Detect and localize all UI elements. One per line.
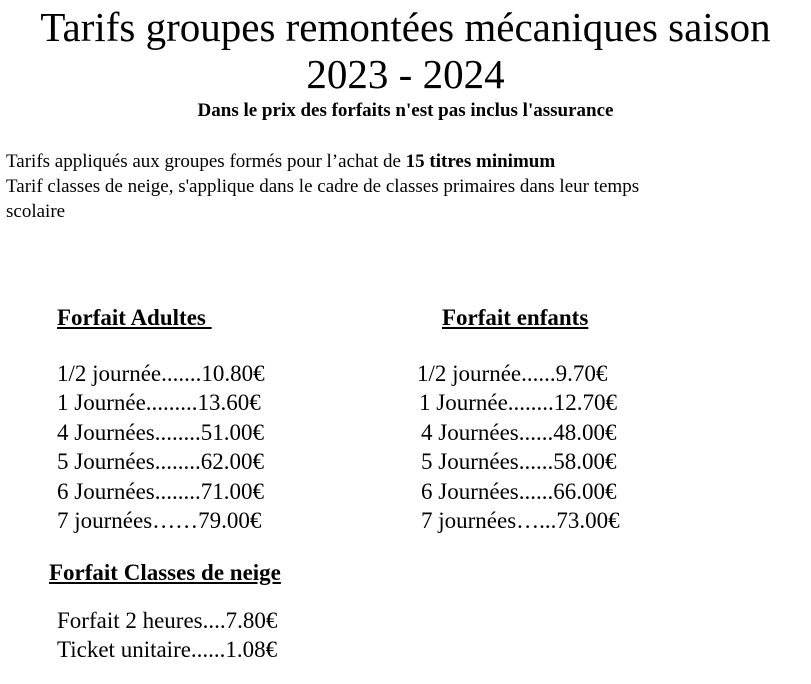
insurance-note: Dans le prix des forfaits n'est pas inclus l'assurance — [197, 100, 614, 121]
adults-price-item-1-day: 1 Journée.........13.60€ — [57, 390, 261, 416]
children-price-item-7-days: 7 journées…...73.00€ — [421, 507, 620, 533]
children-price-item-6-days: 6 Journées......66.00€ — [421, 478, 617, 504]
intro-line-snow-classes-cont: scolaire — [6, 201, 66, 222]
children-price-item-1-day: 1 Journée........12.70€ — [419, 390, 618, 416]
adults-price-list — [57, 359, 265, 535]
children-price-item-5-days: 5 Journées......58.00€ — [421, 449, 617, 475]
adults-price-item-half-day: 1/2 journée.......10.80€ — [57, 361, 265, 386]
children-heading: Forfait enfants — [442, 305, 589, 330]
intro-line-prefix: Tarifs appliqués aux groupes formés pour l’achat de — [6, 151, 406, 172]
children-price-list — [417, 359, 620, 535]
adults-price-item-7-days: 7 journées……79.00€ — [57, 507, 262, 533]
adults-price-item-4-days: 4 Journées........51.00€ — [57, 419, 264, 445]
adults-price-item-6-days: 6 Journées........71.00€ — [57, 478, 264, 504]
page-title-line-2: 2023 - 2024 — [306, 51, 505, 97]
adults-heading: Forfait Adultes — [57, 305, 212, 330]
snow-classes-heading: Forfait Classes de neige — [49, 560, 281, 585]
intro-line-snow-classes: Tarif classes de neige, s'applique dans le cadre de classes primaires dans leur temps — [6, 176, 640, 197]
page-title-line-1: Tarifs groupes remontées mécaniques saison — [40, 4, 771, 50]
snow-classes-price-item-single-ticket: Ticket unitaire......1.08€ — [57, 637, 278, 663]
adults-price-item-5-days: 5 Journées........62.00€ — [57, 449, 264, 475]
children-price-item-half-day: 1/2 journée......9.70€ — [417, 361, 608, 386]
snow-classes-price-list — [57, 606, 277, 665]
intro-line-group-minimum — [6, 150, 555, 174]
snow-classes-price-item-2-hours: Forfait 2 heures....7.80€ — [57, 608, 278, 633]
children-price-item-4-days: 4 Journées......48.00€ — [421, 419, 617, 445]
intro-minimum-titles: 15 titres minimum — [405, 151, 556, 172]
